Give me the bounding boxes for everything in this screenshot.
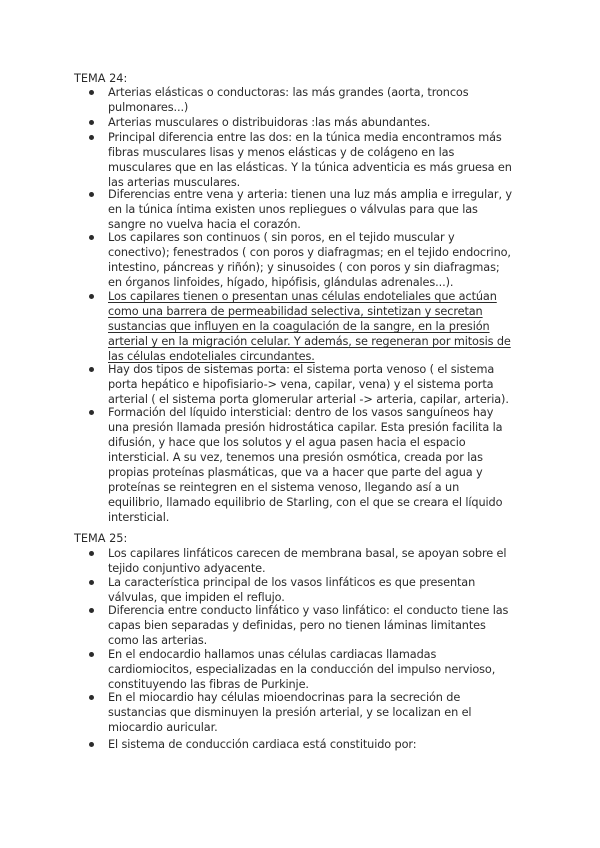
list-item-line: las arterias musculares. [108, 176, 241, 189]
list-item-line: arterial y en la migración celular. Y además, se regeneran por mitosis de [108, 335, 511, 348]
bullet-icon [89, 742, 94, 747]
list-item-line: Los capilares linfáticos carecen de membrana basal, se apoyan sobre el [108, 547, 507, 560]
bullet-icon [89, 608, 94, 613]
bullet-icon [89, 235, 94, 240]
list-item-line: fibras musculares lisas y menos elásticas y de colágeno en las [108, 146, 455, 159]
list-item-line: en la túnica íntima existen unos repliegues o válvulas para que las [108, 203, 478, 216]
bullet-icon [89, 652, 94, 657]
bullet-icon [89, 695, 94, 700]
bullet-icon [89, 192, 94, 197]
list-item-line: en órganos linfoides, hígado, hipófisis, glándulas adrenales...). [108, 276, 454, 289]
bullet-icon [89, 551, 94, 556]
list-item-line: sangre no vuelva hacia el corazón. [108, 218, 301, 231]
list-item-line: En el endocardio hallamos unas células cardiacas llamadas [108, 648, 437, 661]
bullet-icon [89, 135, 94, 140]
list-item-line: una presión llamada presión hidrostática capilar. Esta presión facilita la [108, 421, 503, 434]
list-item-line: porta hepático e hipofisiario-> vena, capilar, vena) y el sistema porta [108, 378, 494, 391]
list-item-line: El sistema de conducción cardiaca está constituido por: [108, 738, 417, 751]
list-item-line: como las arterias. [108, 634, 208, 647]
list-item-line: pulmonares...) [108, 101, 189, 114]
list-item-line: difusión, y hace que los solutos y el agua pasen hacia el espacio [108, 436, 466, 449]
list-item-line: como una barrera de permeabilidad selectiva, sintetizan y secretan [108, 305, 483, 318]
list-item-line: Los capilares son continuos ( sin poros, en el tejido muscular y [108, 231, 455, 244]
list-item-line: Arterias elásticas o conductoras: las más grandes (aorta, troncos [108, 86, 469, 99]
bullet-icon [89, 294, 94, 299]
list-item-line: las células endoteliales circundantes. [108, 350, 315, 363]
list-item-line: musculares que en las elásticas. Y la túnica adventicia es más gruesa en [108, 161, 512, 174]
list-item-line: La característica principal de los vasos linfáticos es que presentan [108, 576, 476, 589]
bullet-icon [89, 410, 94, 415]
list-item-line: Formación del líquido intersticial: dentro de los vasos sanguíneos hay [108, 406, 494, 419]
list-item-line: equilibrio, llamado equilibrio de Starling, con el que se creara el líquido [108, 496, 503, 509]
list-item-line: Principal diferencia entre las dos: en la túnica media encontramos más [108, 131, 502, 144]
list-item-line: arterial ( el sistema porta glomerular arterial -> arteria, capilar, arteria). [108, 393, 509, 406]
list-item-line: intersticial. A su vez, tenemos una presión osmótica, creada por las [108, 451, 483, 464]
list-item-line: cardiomiocitos, especializadas en la conducción del impulso nervioso, [108, 663, 496, 676]
list-item-line: Los capilares tienen o presentan unas células endoteliales que actúan [108, 290, 497, 303]
list-item-line: constituyendo las fibras de Purkinje. [108, 678, 309, 691]
list-item-line: Arterias musculares o distribuidoras :las más abundantes. [108, 116, 431, 129]
section-heading: TEMA 25: [74, 532, 128, 545]
list-item-line: válvulas, que impiden el reflujo. [108, 591, 285, 604]
list-item-line: intersticial. [108, 511, 170, 524]
list-item-line: sustancias que influyen en la coagulación de la sangre, en la presión [108, 320, 490, 333]
bullet-icon [89, 580, 94, 585]
list-item-line: proteínas se reintegren en el sistema venoso, llegando así a un [108, 481, 460, 494]
list-item-line: conectivo); fenestrados ( con poros y diafragmas; en el tejido endocrino, [108, 246, 511, 259]
list-item-line: Diferencias entre vena y arteria: tienen una luz más amplia e irregular, y [108, 188, 512, 201]
list-item-line: En el miocardio hay células mioendocrinas para la secreción de [108, 691, 461, 704]
list-item-line: Hay dos tipos de sistemas porta: el sistema porta venoso ( el sistema [108, 363, 495, 376]
list-item-line: capas bien separadas y definidas, pero no tienen láminas limitantes [108, 619, 486, 632]
list-item-line: propias proteínas plasmáticas, que va a hacer que parte del agua y [108, 466, 483, 479]
bullet-icon [89, 90, 94, 95]
list-item-line: tejido conjuntivo adyacente. [108, 562, 266, 575]
list-item-line: miocardio auricular. [108, 721, 218, 734]
bullet-icon [89, 367, 94, 372]
bullet-icon [89, 120, 94, 125]
list-item-line: Diferencia entre conducto linfático y vaso linfático: el conducto tiene las [108, 604, 509, 617]
list-item-line: intestino, páncreas y riñón); y sinusoides ( con poros y sin diafragmas; [108, 261, 500, 274]
list-item-line: sustancias que disminuyen la presión arterial, y se localizan en el [108, 706, 472, 719]
section-heading: TEMA 24: [74, 72, 128, 85]
